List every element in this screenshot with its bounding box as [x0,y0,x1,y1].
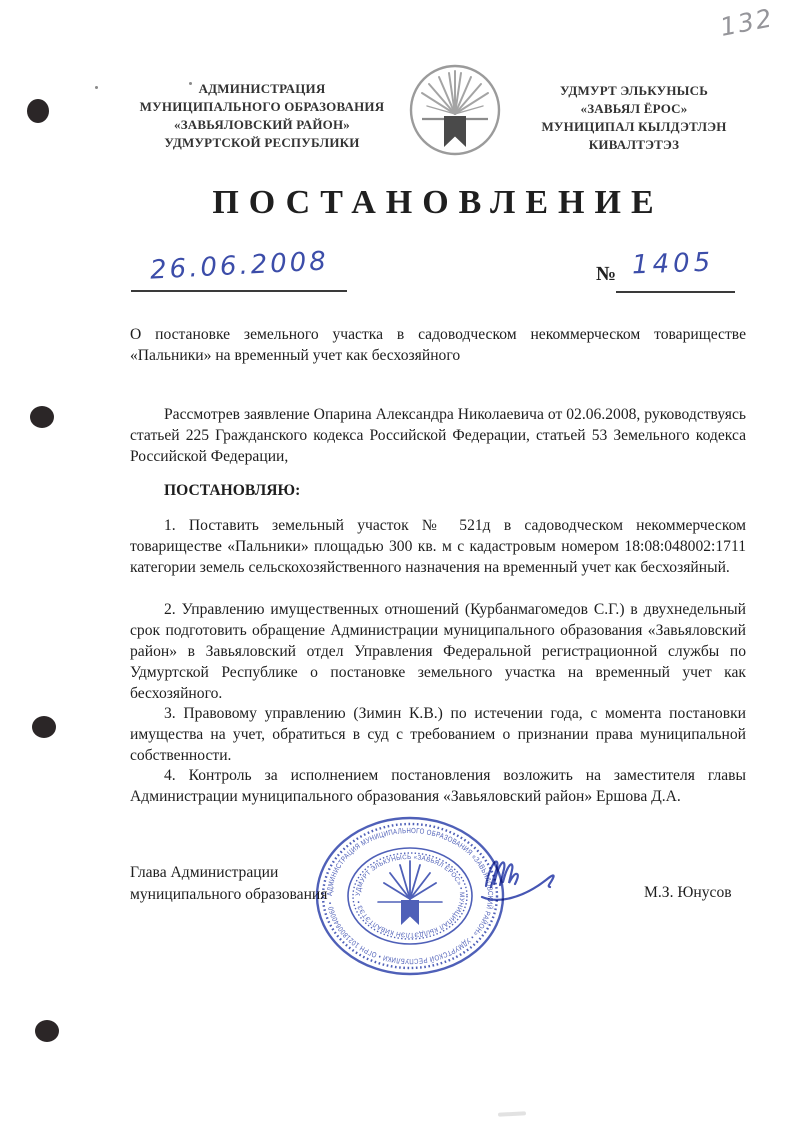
handwritten-signature [478,842,570,908]
resolution-item-4: 4. Контроль за исполнением постановления возложить на заместителя главы Администрации муниципального образования «Завьяловский район» Ершова Д.А. [130,767,746,805]
signatory-position-line: муниципального образования [130,886,328,903]
scan-smudge [498,1111,526,1116]
stamp-inner-ring-text: УДМУРТ ЭЛЬКУНЫСЬ «ЗАВЬЯЛ ЁРОС» • МУНИЦИПАЛ КЫЛДЭТЛЭН КИВАЛТЭТЭЗ • [354,853,466,939]
handwritten-page-number: 132 [717,3,776,42]
org-line: МУНИЦИПАЛ КЫЛДЭТЛЭН [541,118,727,134]
signatory-position [130,862,327,906]
district-coat-of-arms-icon [408,62,502,158]
punch-hole-mark [30,406,54,428]
stamp-center-emblem [378,861,442,902]
handwritten-document-number: 1405 [631,247,715,281]
handwritten-date: 26.06.2008 [149,246,330,286]
letterhead-russian-org-name [112,80,412,152]
org-line: МУНИЦИПАЛЬНОГО ОБРАЗОВАНИЯ [139,98,385,114]
date-underline [131,290,347,292]
punch-hole-mark [32,716,56,738]
org-line: УДМУРТ ЭЛЬКУНЫСЬ [559,83,709,98]
resolution-item-2: 2. Управлению имущественных отношений (Курбанмагомедов С.Г.) в двухнедельный срок подготовить обращение Администрации муниципального образования «Завьяловский район» в Завьяловский отдел Управления Федеральной регистрационной службы по Удмуртской Республике о постановке земельного участка на временный учет как бесхозяйного. [130,601,746,702]
number-underline [616,291,735,293]
resolve-word: ПОСТАНОВЛЯЮ: [164,482,301,499]
punch-hole-mark [27,99,49,123]
document-subject: О постановке земельного участка в садоводческом некоммерческом товариществе «Пальники» на временный учет как бесхозяйного [130,326,746,364]
stamp-pennant-shape [401,900,419,925]
org-line: «ЗАВЬЯЛОВСКИЙ РАЙОН» [174,116,350,132]
signatory-position-line: Глава Администрации [130,864,279,881]
resolution-item-1: 1. Поставить земельный участок № 521д в садоводческом некоммерческом товариществе «Пальники» площадью 300 кв. м с кадастровым номером 18:08:048002:1711 категории земель сельскохозяйственного назначения на временный учет как бесхозяйный. [130,517,746,576]
signatory-name: М.З. Юнусов [644,884,732,901]
number-sign: № [596,263,617,285]
stamp-outer-ring-text: АДМИНИСТРАЦИЯ МУНИЦИПАЛЬНОГО ОБРАЗОВАНИЯ «ЗАВЬЯЛОВСКИЙ РАЙОН» • УДМУРТСКОЙ РЕСПУБЛИКИ • ОГРН 1021800640060 • [324,825,496,967]
letterhead-udmurt-org-name [500,82,768,154]
org-line: АДМИНИСТРАЦИЯ [198,81,326,96]
preamble-paragraph: Рассмотрев заявление Опарина Александра Николаевича от 02.06.2008, руководствуясь статьей 225 Гражданского кодекса Российской Федерации, статьей 53 Земельного кодекса Российской Федерации, [130,406,746,465]
resolution-item-3: 3. Правовому управлению (Зимин К.В.) по истечении года, с момента постановки имущества на учет, обратиться в суд с требованием о признании права муниципальной собственности. [130,705,746,764]
org-line: УДМУРТСКОЙ РЕСПУБЛИКИ [164,134,360,150]
org-line: «ЗАВЬЯЛ ЁРОС» [580,100,688,116]
punch-hole-mark [35,1020,59,1042]
document-title: ПОСТАНОВЛЕНИЕ [212,184,664,221]
org-line: КИВАЛТЭТЭЗ [588,136,680,152]
scan-speck [95,86,98,89]
